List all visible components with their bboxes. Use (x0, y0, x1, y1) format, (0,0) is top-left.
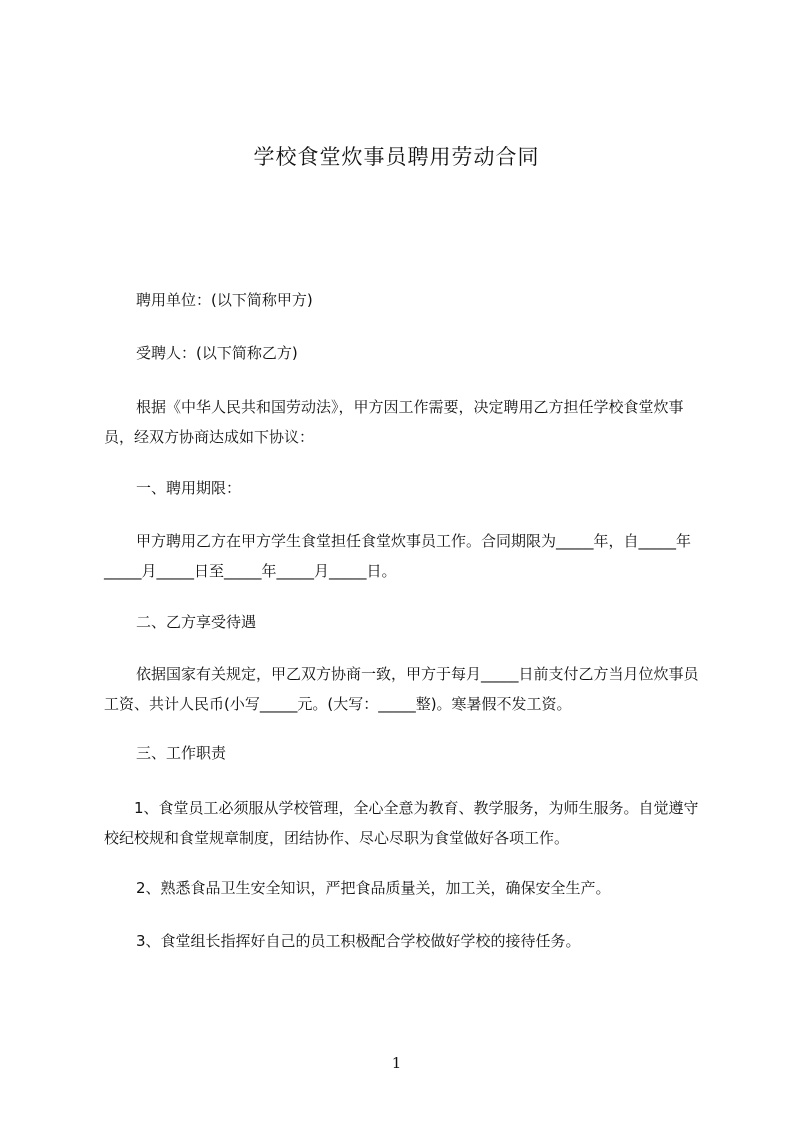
section2-body: 依据国家有关规定，甲乙双方协商一致，甲方于每月_____日前支付乙方当月位炊事员工资、共计人民币(小写_____元。(大写：_____整)。寒暑假不发工资。 (104, 665, 699, 713)
section1-heading: 一、聘用期限： (136, 479, 242, 497)
employer-label: 聘用单位：(以下简称甲方) (136, 291, 313, 309)
page-number: 1 (391, 1054, 402, 1072)
employee-label: 受聘人：(以下简称乙方) (136, 344, 298, 362)
section3-heading: 三、工作职责 (136, 744, 227, 762)
section2-heading: 二、乙方享受待遇 (136, 613, 257, 631)
section1-body: 甲方聘用乙方在甲方学生食堂担任食堂炊事员工作。合同期限为_____年，自_____年_____月_____日至_____年_____月_____日。 (104, 532, 692, 580)
duty-item-3: 3、食堂组长指挥好自己的员工积极配合学校做好学校的接待任务。 (136, 932, 581, 950)
duty-item-2: 2、熟悉食品卫生安全知识，严把食品质量关，加工关，确保安全生产。 (136, 879, 611, 897)
document-title: 学校食堂炊事员聘用劳动合同 (253, 145, 540, 169)
intro-paragraph: 根据《中华人民共和国劳动法》，甲方因工作需要，决定聘用乙方担任学校食堂炊事员，经双方协商达成如下协议： (104, 398, 684, 446)
duty-item-1: 1、食堂员工必须服从学校管理，全心全意为教育、教学服务，为师生服务。自觉遵守校纪校规和食堂规章制度，团结协作、尽心尽职为食堂做好各项工作。 (104, 799, 699, 847)
